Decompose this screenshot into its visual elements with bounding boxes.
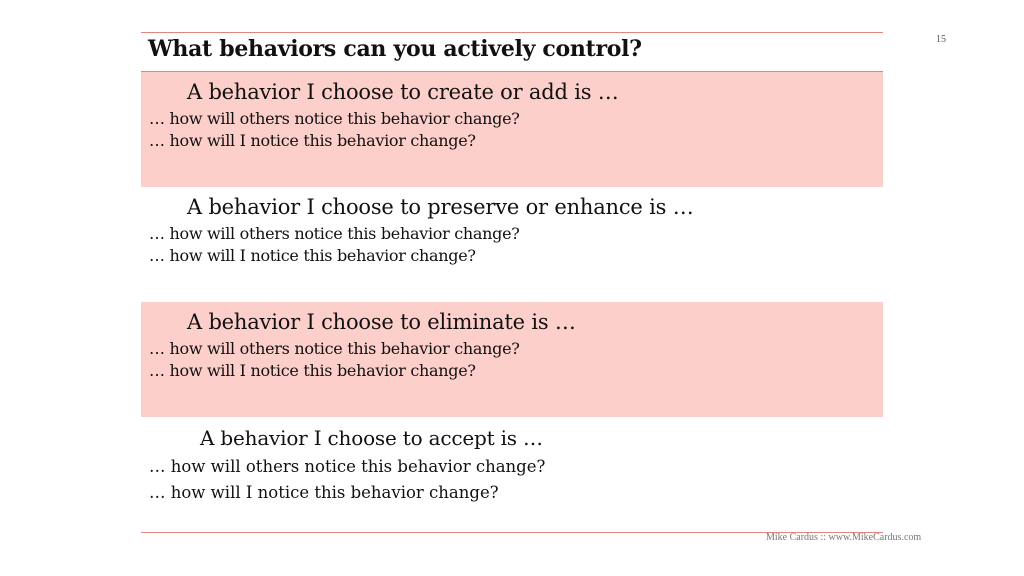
question-self: … how will I notice this behavior change? [149,246,476,265]
question-others: … how will others notice this behavior change? [149,339,520,358]
section-heading: A behavior I choose to create or add is … [187,80,619,104]
footer-credit: Mike Cardus :: www.MikeCardus.com [766,532,922,543]
question-others: … how will others notice this behavior change? [149,224,520,243]
section-heading: A behavior I choose to preserve or enhance is … [187,195,694,219]
section-eliminate [141,302,883,417]
question-others: … how will others notice this behavior change? [149,109,520,128]
top-rule [141,32,883,33]
question-self: … how will I notice this behavior change? [149,131,476,150]
question-others: … how will others notice this behavior change? [149,457,546,476]
slide-number: 15 [936,34,946,45]
slide-title: What behaviors can you actively control? [148,36,642,62]
section-heading: A behavior I choose to accept is … [200,426,543,450]
section-heading: A behavior I choose to eliminate is … [187,310,576,334]
section-preserve-or-enhance [141,187,883,302]
section-create-or-add [141,72,883,187]
question-self: … how will I notice this behavior change? [149,361,476,380]
section-accept [141,417,883,532]
question-self: … how will I notice this behavior change? [149,483,499,502]
